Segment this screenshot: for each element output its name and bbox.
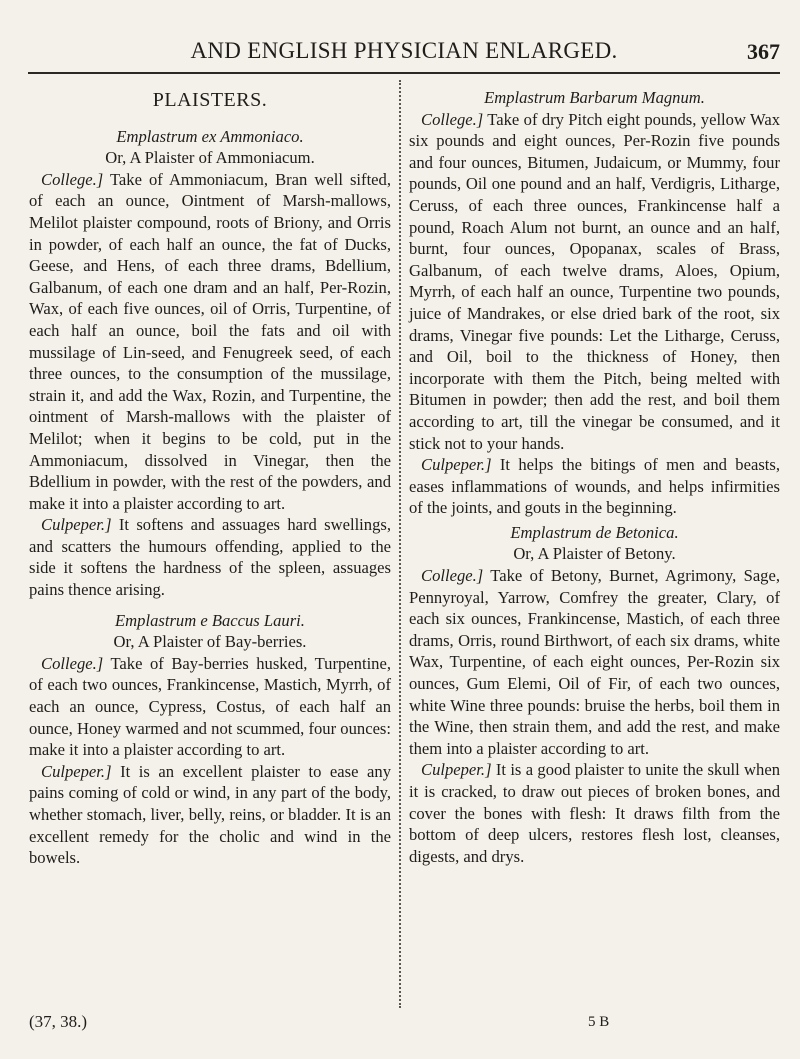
footer-reference: (37, 38.): [29, 1012, 88, 1031]
section-title: PLAISTERS.: [152, 89, 268, 111]
signature-mark: 5 B: [588, 1014, 610, 1030]
college-paragraph-bay-berries: [29, 653, 391, 761]
recipe-subtitle-bay-berries: Or, A Plaister of Bay-berries.: [113, 632, 307, 652]
left-column: [29, 86, 391, 869]
running-title: AND ENGLISH PHYSICIAN ENLARGED.: [190, 38, 618, 63]
culpeper-tag: Culpeper.]: [41, 761, 112, 781]
recipe-subtitle-ammoniaco: Or, A Plaister of Ammoniacum.: [105, 148, 315, 168]
page-number: 367: [747, 39, 780, 64]
culpeper-text: It is a good plaister to unite the skull when it is cracked, to draw out pieces of broken bones, and cover the bones with flesh: It draws filth from the bottom of deep ulcers, restores flesh lost, cleanses, digests, and drys.: [409, 760, 780, 866]
culpeper-text: It is an excellent plaister to ease any pains coming of cold or wind, in any part of the body, whether stomach, liver, belly, reins, or bladder. It is an excellent remedy for the cholic and wind in the bowels.: [29, 761, 391, 868]
recipe-title-ammoniaco: Emplastrum ex Ammoniaco.: [116, 126, 304, 146]
college-paragraph-betonica: [409, 565, 780, 759]
page-header: [28, 38, 780, 68]
college-tag: College.]: [421, 566, 484, 586]
college-text: Take of Betony, Burnet, Agrimony, Sage, Pennyroyal, Yarrow, Comfrey the greater, Clary, of each six ounces, Frankincense, Mastich, of each three drams, Orris, round Birthwort, of each six drams, white Wax, Turpentine, of each eight ounces, Per-Rozin six ounces, Gum Elemi, Oil of Fir, of each two ounces, white Wine three pounds: bruise the herbs, boil them in the Wine, then strain them, and add the rest, and make them into a plaister according to art.: [409, 566, 780, 758]
college-tag: College.]: [41, 653, 104, 673]
college-tag: College.]: [421, 109, 484, 129]
culpeper-paragraph-bay-berries: [29, 761, 391, 869]
recipe-subtitle-betonica: Or, A Plaister of Betony.: [513, 544, 676, 564]
culpeper-tag: Culpeper.]: [421, 760, 492, 780]
culpeper-tag: Culpeper.]: [421, 455, 492, 475]
culpeper-paragraph-ammoniaco: [29, 514, 391, 600]
culpeper-paragraph-barbarum: [409, 454, 780, 519]
recipe-title-betonica: Emplastrum de Betonica.: [510, 522, 679, 542]
culpeper-paragraph-betonica: [409, 759, 780, 867]
college-text: Take of Bay-berries husked, Turpentine, of each two ounces, Frankincense, Mastich, Myrrh, of each an ounce, Cypress, Costus, of each half an ounce, Honey warmed and not scummed, four ounces: make it into a plaister according to art.: [29, 653, 391, 760]
college-paragraph-barbarum: [409, 109, 780, 455]
culpeper-text: It helps the bitings of men and beasts, eases inflammations of wounds, and helps infirmities of the joints, and gouts in the beginning.: [409, 455, 780, 518]
recipe-title-barbarum: Emplastrum Barbarum Magnum.: [484, 88, 705, 107]
recipe-title-bay-berries: Emplastrum e Baccus Lauri.: [115, 610, 305, 630]
college-text: Take of Ammoniacum, Bran well sifted, of each an ounce, Ointment of Marsh-mallows, Melilot plaister compound, roots of Briony, and Orris in powder, of each half an ounce, the fat of Ducks, Geese, and Hens, of each three drams, Bdellium, Galbanum, of each one dram and an half, Per-Rozin, Wax, of each five ounces, oil of Orris, Turpentine, of each half an ounce, boil the fats and oil with mussilage of Lin-seed, and Fenugreek seed, of each three ounces, to the consumption of the mussilage, strain it, and add the Wax, Rozin, and Turpentine, the ointment of Marsh-mallows with the plaister of Melilot; when it begins to be cold, put in the Ammoniacum, dissolved in Vinegar, then the Bdellium in powder, with the rest of the powders, and make it into a plaister according to art.: [29, 169, 391, 513]
college-paragraph-ammoniaco: [29, 169, 391, 515]
culpeper-tag: Culpeper.]: [41, 515, 112, 535]
header-rule: [28, 72, 780, 74]
culpeper-text: It softens and assuages hard swellings, and scatters the humours offending, applied to the side it softens the hardness of the spleen, assuages pains thence arising.: [29, 515, 391, 600]
college-tag: College.]: [41, 169, 104, 189]
right-column: [409, 86, 780, 867]
college-text: Take of dry Pitch eight pounds, yellow Wax six pounds and eight ounces, Per-Rozin five pounds and four ounces, Bitumen, Judaicum, or Mummy, four pounds, Oil one pound and an half, Verdigris, Litharge, Ceruss, of each three ounces, Frankincense half a pound, Roach Alum not burnt, an ounce and an half, burnt, four ounces, Opopanax, scales of Brass, Galbanum, of each twelve drams, Aloes, Opium, Myrrh, of each half an ounce, Turpentine two pounds, juice of Mandrakes, or else dried bark of the root, six drams, Vinegar five pounds: Let the Litharge, Ceruss, and Oil, boil to the thickness of Honey, then incorporate with them the Pitch, being melted with Bitumen in powder; then add the rest, and boil them according to art, till the vinegar be consumed, and it stick not to your hands.: [409, 109, 780, 453]
column-divider: [399, 80, 401, 1008]
